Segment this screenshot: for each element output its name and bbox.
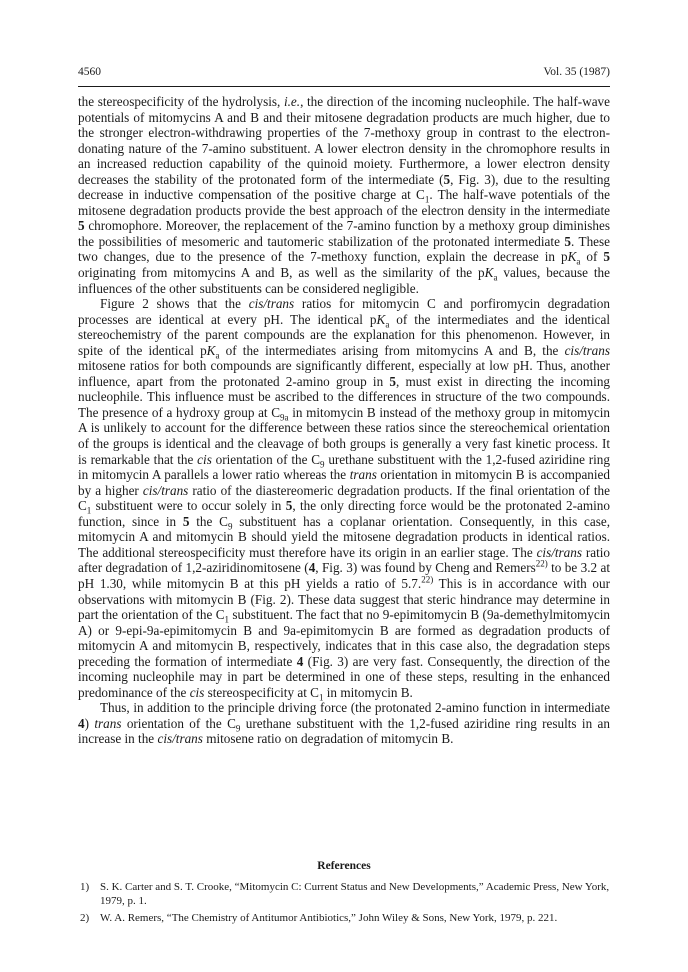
article-body	[78, 94, 610, 747]
paragraph-2: Figure 2 shows that the cis/trans ratios for mitomycin C and porfiromycin degradation processes are identical at every pH. The identical $pK_a$ of the intermediates and the identical stereochemistry of the parent compounds are the explanation for this phenomenon. However, in spite of the identical $pK_a$ of the intermediates arising from mitomycins A and B, the cis/trans mitosene ratios for both compounds are significantly different, especially at low pH. Thus, another influence, apart from the protonated 2-amino group in 5, must exist in directing the incoming nucleophile. This influence must be ascribed to the differences in structure of the two compounds. The presence of a hydroxy group at $C_{9a}$ in mitomycin B instead of the methoxy group in mitomycin A is unlikely to account for the difference between these ratios since the stereochemical orientation of the groups is identical and the cleavage of both groups is generally a very fast kinetic process. It is remarkable that the cis orientation of the $C_9$ urethane substituent with the 1,2-fused aziridine ring in mitomycin A parallels a lower ratio whereas the trans orientation in mitomycin B is accompanied by a higher cis/trans ratio of the diastereomeric degradation products. If the final orientation of the $C_1$ substituent were to occur solely in 5, the only directing force would be the protonated 2-amino function, since in 5 the $C_9$ substituent has a coplanar orientation. Consequently, in this case, mitomycin A and mitomycin B should yield the mitosene degradation products in identical ratios. The additional stereospecificity must therefore have its origin in an earlier stage. The cis/trans ratio after degradation of 1,2-aziridinomitosene (4, Fig. 3) was found by Cheng and Remers$^{22)}$ to be 3.2 at pH 1.30, while mitomycin B at this pH yields a ratio of 5.7.$^{22)}$ This is in accordance with our observations with mitomycin B (Fig. 2). These data suggest that steric hindrance may determine in part the orientation of the $C_1$ substituent. The fact that no 9-epimitomycin B (9a-demethylmitomycin A) or 9-epi-9a-epimitomycin B and 9a-epimitomycin B are formed as degradation products of mitomycin A and mitomycin B, respectively, indicates that in this case also, the degradation steps preceding the formation of intermediate 4 (Fig. 3) are very fast. Consequently, the direction of the incoming nucleophile may in part be determined in one of these steps, resulting in the enhanced predominance of the cis stereospecificity at $C_1$ in mitomycin B.	[78, 296, 611, 703]
reference-text: S. K. Carter and S. T. Crooke, “Mitomycin C: Current Status and New Developments,” Academic Press, New York, 1979, p. 1.	[100, 881, 610, 907]
reference-number: 1)	[80, 881, 90, 893]
reference-text: W. A. Remers, “The Chemistry of Antitumor Antibiotics,” John Wiley & Sons, New York, 1979, p. 221.	[100, 912, 558, 924]
page-number: 4560	[78, 66, 101, 78]
running-header	[78, 66, 610, 78]
reference-list	[78, 880, 610, 928]
reference-item	[78, 880, 610, 908]
paragraph-1: the stereospecificity of the hydrolysis, i.e., the direction of the incoming nucleophile. The half-wave potentials of mitomycins A and B and their mitosene degradation products are much higher, due to the stronger electron-withdrawing properties of the 7-methoxy group in contrast to the electron-donating nature of the 7-amino substituent. A lower electron density in the chromophore results in an increased reduction capability of the quinoid moiety. Furthermore, a lower electron density decreases the stability of the protonated form of the intermediate (5, Fig. 3), due to the resulting decrease in inductive compensation of the positive charge at $C_1$. The half-wave potentials of the mitosene degradation products provide the best approach of the electron density in the intermediate 5 chromophore. Moreover, the replacement of the 7-amino function by a methoxy group diminishes the possibilities of mesomeric and tautomeric stabilization of the protonated intermediate 5. These two changes, due to the presence of the 7-methoxy function, explain the decrease in $pK_a$ of 5 originating from mitomycins A and B, as well as the similarity of the $pK_a$ values, because the influences of the other substituents can be considered negligible.	[78, 94, 611, 296]
header-rule	[78, 86, 610, 87]
references-heading: References	[317, 860, 371, 872]
paragraph-3: Thus, in addition to the principle driving force (the protonated 2-amino function in intermediate 4) trans orientation of the $C_9$ urethane substituent with the 1,2-fused aziridine ring results in an increase in the cis/trans mitosene ratio on degradation of mitomycin B.	[78, 700, 610, 747]
volume-label: Vol. 35 (1987)	[543, 66, 610, 78]
reference-item	[78, 911, 610, 925]
reference-number: 2)	[80, 912, 90, 924]
